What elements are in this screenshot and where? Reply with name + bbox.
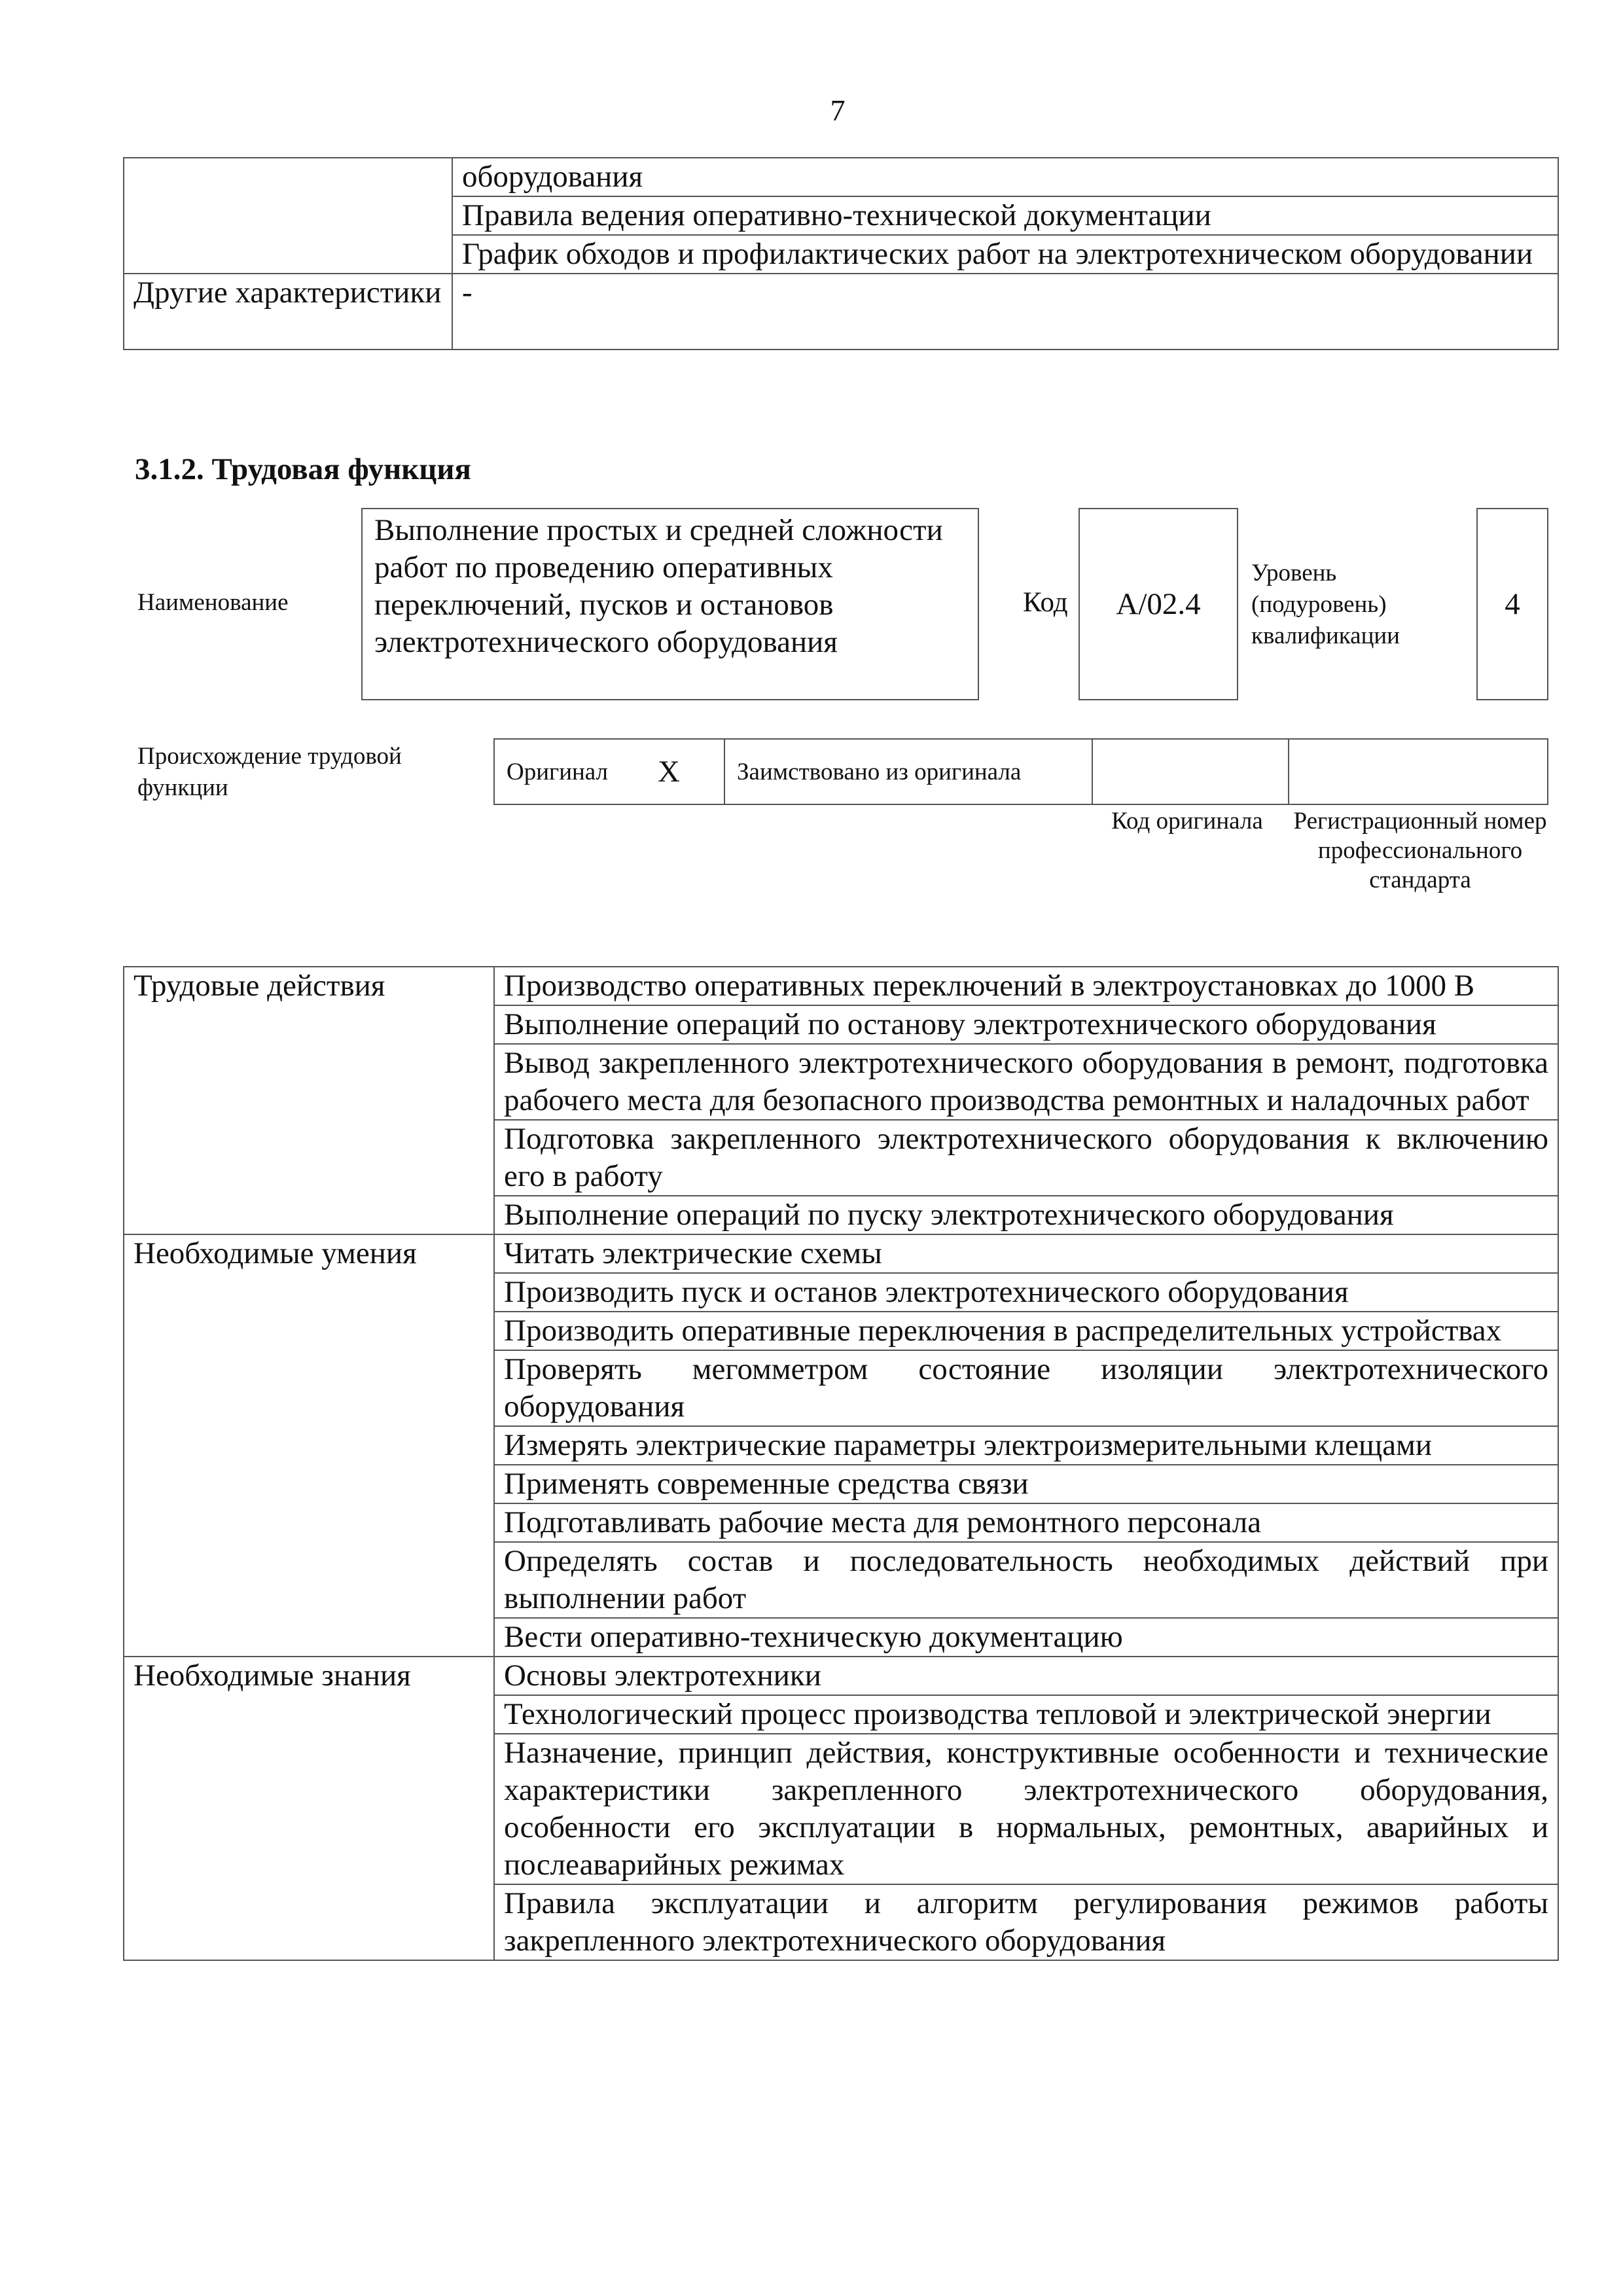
- name-value: Выполнение простых и средней сложности работ по проведению оперативных переключений, пусков и остановов электротехнического оборудования: [361, 508, 979, 700]
- empty-label-cell: [124, 158, 452, 274]
- table-cell: Производить оперативные переключения в распределительных устройствах: [494, 1312, 1558, 1350]
- origin-original-cell: [495, 740, 725, 804]
- row-label: Другие характеристики: [124, 274, 452, 350]
- level-value: 4: [1476, 508, 1548, 700]
- table-cell: Технологический процесс производства тепловой и электрической энергии: [494, 1695, 1558, 1734]
- code-origin-cell: [1093, 740, 1289, 804]
- code-label: Код: [1023, 587, 1068, 618]
- table-cell: Применять современные средства связи: [494, 1465, 1558, 1503]
- table-cell: Выполнение операций по пуску электротехнического оборудования: [494, 1196, 1558, 1234]
- table-row: [124, 1657, 1558, 1695]
- table-cell: Вести оперативно-техническую документацию: [494, 1618, 1558, 1657]
- code-value: A/02.4: [1079, 508, 1238, 700]
- origin-row: [493, 738, 1548, 805]
- table-cell: Выполнение операций по останову электротехнического оборудования: [494, 1005, 1558, 1044]
- table-cell: Основы электротехники: [494, 1657, 1558, 1695]
- original-mark: X: [658, 755, 680, 789]
- level-label: Уровень (подуровень) квалификации: [1251, 560, 1400, 649]
- table-cell: оборудования: [452, 158, 1558, 196]
- section-label: Трудовые действия: [124, 967, 494, 1234]
- code-origin-caption: Код оригинала: [1111, 808, 1263, 834]
- table-cell: Подготавливать рабочие места для ремонтного персонала: [494, 1503, 1558, 1542]
- table-cell: Вывод закрепленного электротехнического оборудования в ремонт, подготовка рабочего места для безопасного производства ремонтных и наладочных работ: [494, 1044, 1558, 1120]
- table-cell: Проверять мегомметром состояние изоляции электротехнического оборудования: [494, 1350, 1558, 1426]
- table-cell: -: [452, 274, 1558, 350]
- origin-label: Происхождение трудовой функции: [137, 743, 402, 801]
- page-number: 7: [830, 94, 846, 127]
- table-row: [124, 1234, 1558, 1273]
- table-row: [124, 967, 1558, 1005]
- section-label: Необходимые умения: [124, 1234, 494, 1657]
- main-table: [123, 966, 1559, 1961]
- table-cell: Подготовка закрепленного электротехнического оборудования к включению его в работу: [494, 1120, 1558, 1196]
- table-row: [124, 158, 1558, 196]
- table-cell: Правила эксплуатации и алгоритм регулирования режимов работы закрепленного электротехнического оборудования: [494, 1884, 1558, 1960]
- table-cell: Определять состав и последовательность необходимых действий при выполнении работ: [494, 1542, 1558, 1618]
- table-cell: График обходов и профилактических работ на электротехническом оборудовании: [452, 235, 1558, 274]
- table-cell: Читать электрические схемы: [494, 1234, 1558, 1273]
- section-label: Необходимые знания: [124, 1657, 494, 1960]
- original-label: Оригинал: [507, 758, 609, 785]
- table-cell: Производить пуск и останов электротехнического оборудования: [494, 1273, 1558, 1312]
- table-cell: Назначение, принцип действия, конструктивные особенности и технические характеристики закрепленного электротехнического оборудования, особенности его эксплуатации в нормальных, ремонтных, аварийных и послеаварийных режимах: [494, 1734, 1558, 1884]
- reg-number-cell: [1289, 740, 1547, 804]
- section-heading: 3.1.2. Трудовая функция: [135, 452, 471, 486]
- table-cell: Измерять электрические параметры электроизмерительными клещами: [494, 1426, 1558, 1465]
- name-label: Наименование: [137, 589, 289, 616]
- borrowed-label: Заимствовано из оригинала: [725, 740, 1093, 804]
- table-row: [124, 274, 1558, 350]
- table-cell: Правила ведения оперативно-технической документации: [452, 196, 1558, 235]
- reg-number-caption: Регистрационный номер профессионального стандарта: [1293, 808, 1547, 893]
- table-cell: Производство оперативных переключений в электроустановках до 1000 В: [494, 967, 1558, 1005]
- top-table: [123, 157, 1559, 350]
